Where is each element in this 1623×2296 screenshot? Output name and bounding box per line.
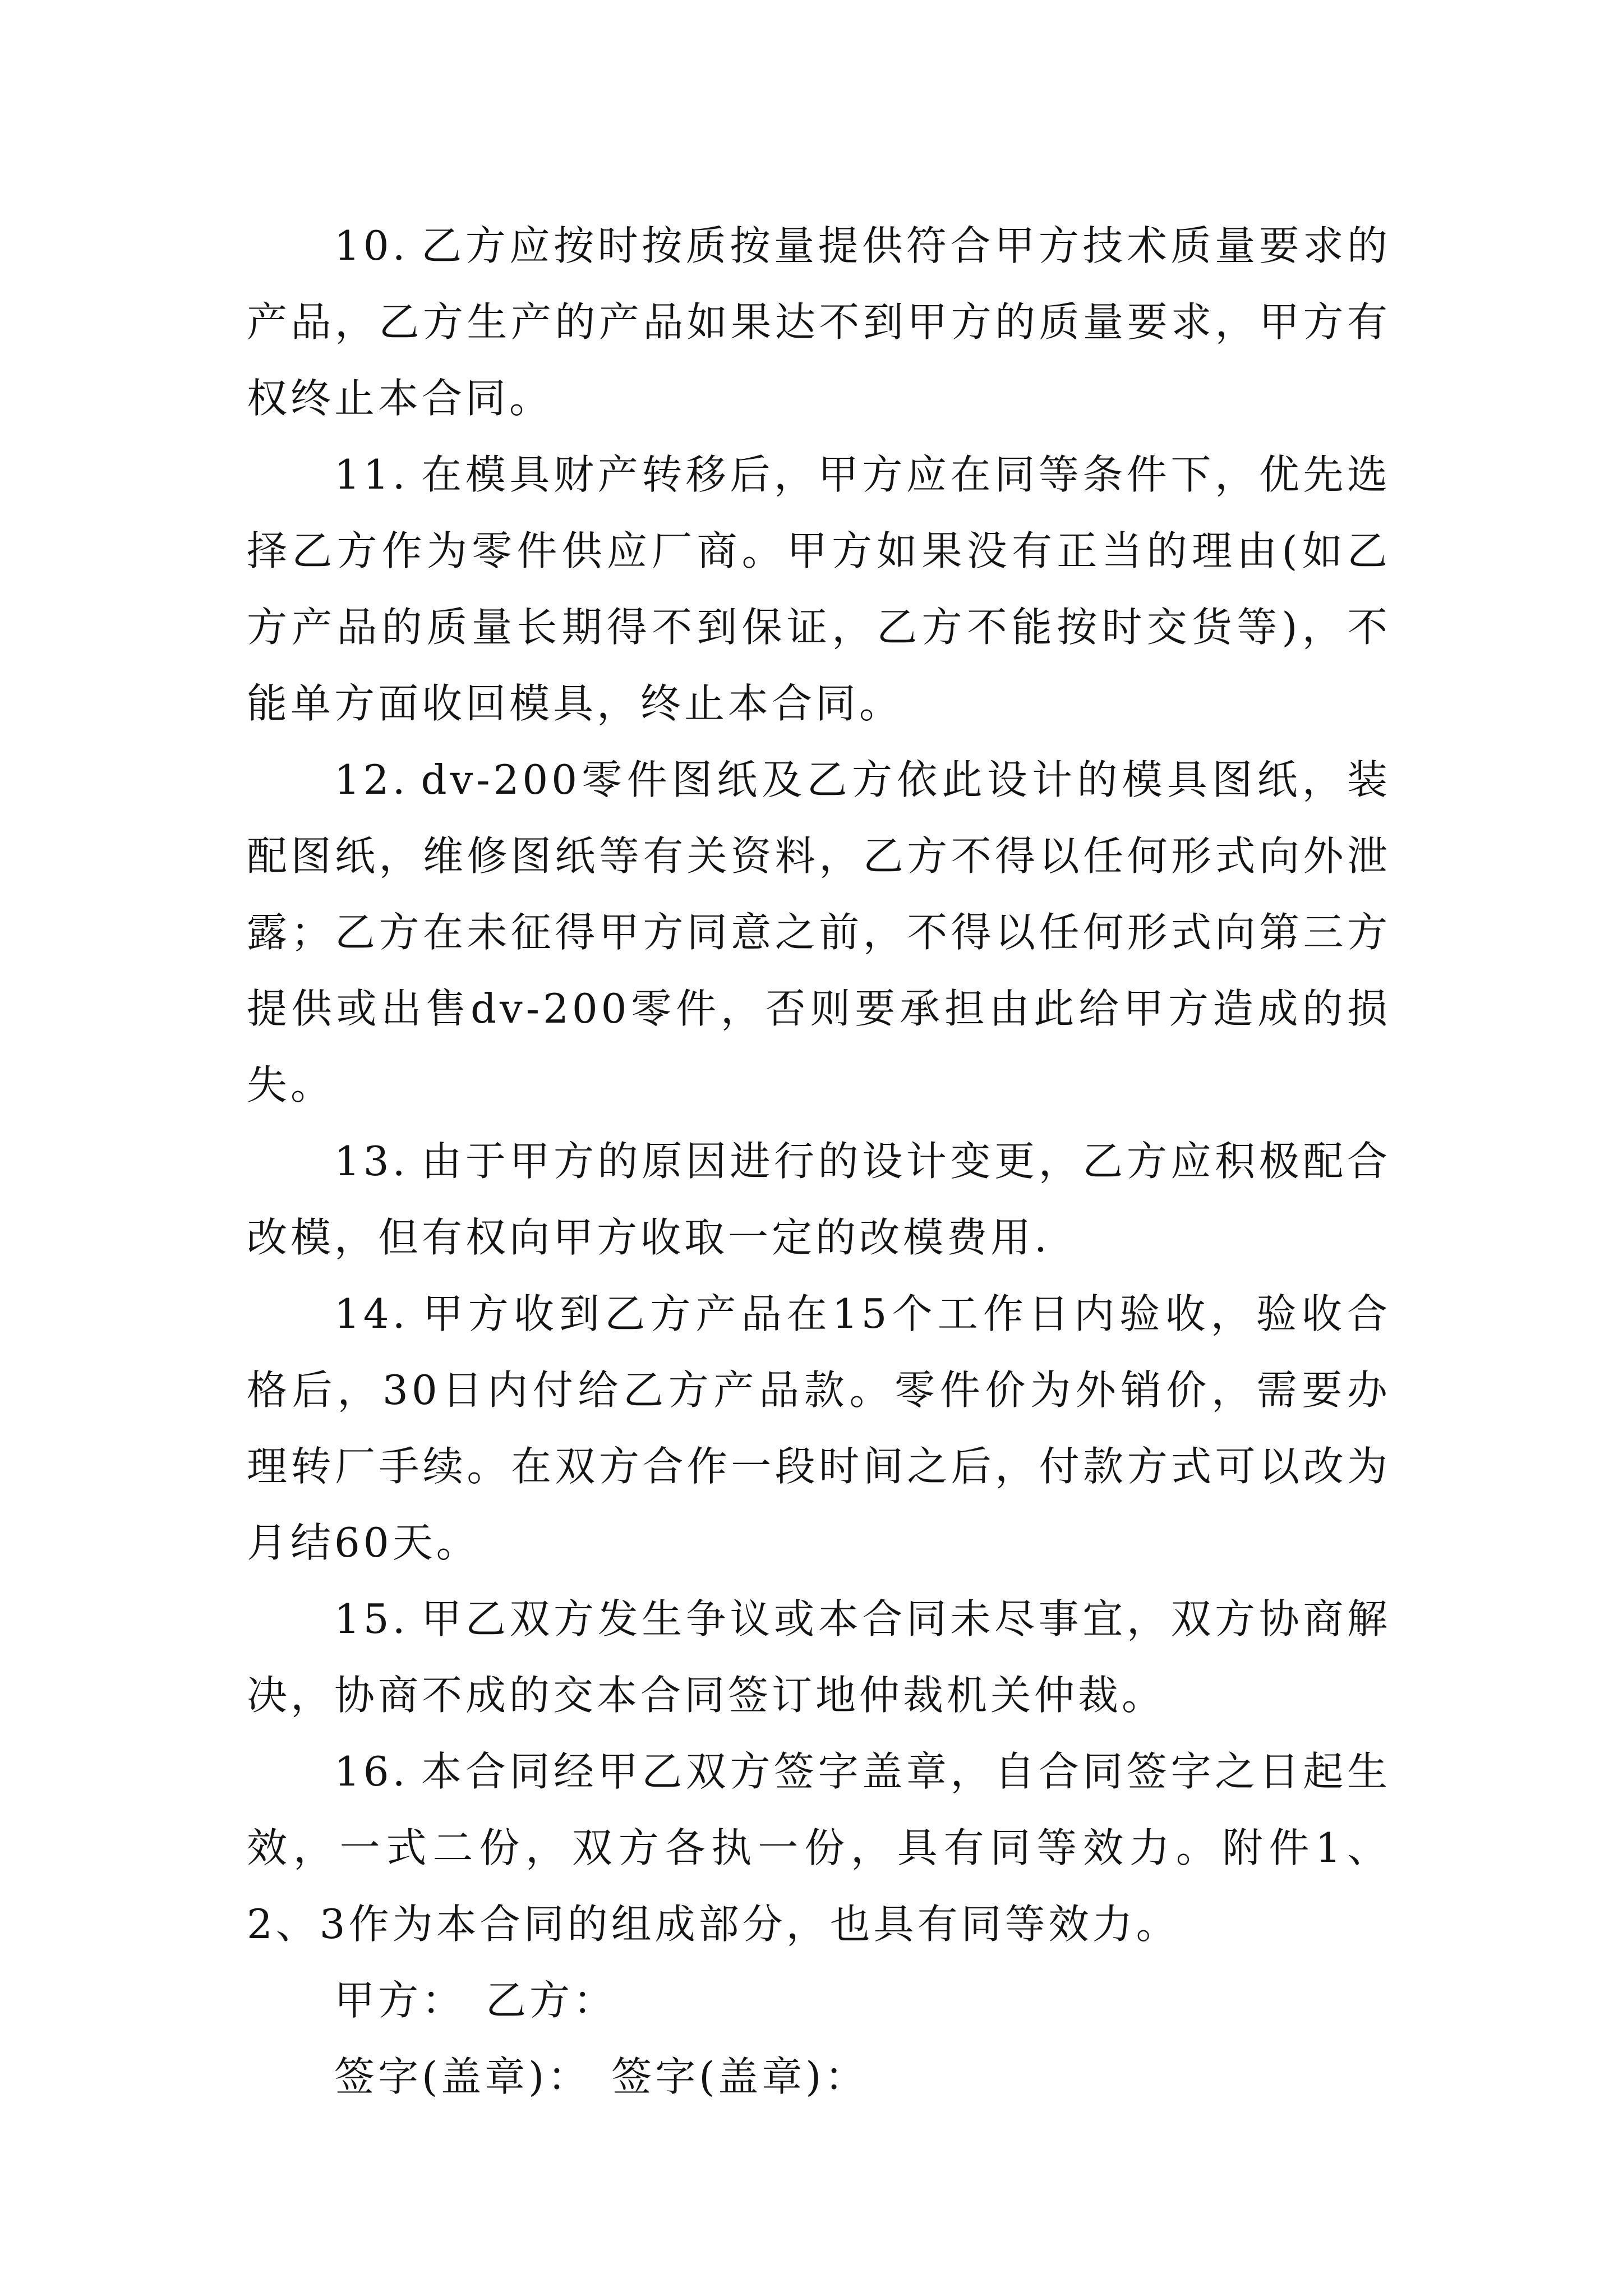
- signature-line: [247, 2039, 1391, 2115]
- clause-number: 12.: [334, 756, 409, 803]
- clause-text: 由于甲方的原因进行的设计变更，乙方应积极配合改模，但有权向甲方收取一定的改模费用.: [247, 1138, 1391, 1261]
- clause-text: 甲乙双方发生争议或本合同未尽事宜，双方协商解决，协商不成的交本合同签订地仲裁机关仲裁。: [247, 1595, 1391, 1719]
- clause-11: [247, 436, 1391, 742]
- contract-body: [247, 208, 1391, 2115]
- clause-text: 本合同经甲乙双方签字盖章，自合同签字之日起生效，一式二份，双方各执一份，具有同等效力。附件1、2、3作为本合同的组成部分，也具有同等效力。: [247, 1748, 1391, 1948]
- clause-text: 在模具财产转移后，甲方应在同等条件下，优先选择乙方作为零件供应厂商。甲方如果没有正当的理由(如乙方产品的质量长期得不到保证，乙方不能按时交货等)，不能单方面收回模具，终止本合同。: [247, 451, 1391, 727]
- clause-number: 15.: [334, 1595, 409, 1642]
- clause-number: 10.: [334, 222, 409, 269]
- clause-number: 13.: [334, 1138, 409, 1185]
- party-b-label: 乙方：: [486, 1977, 617, 2024]
- clause-16: [247, 1733, 1391, 1962]
- clause-10: [247, 208, 1391, 436]
- clause-text: dv-200零件图纸及乙方依此设计的模具图纸，装配图纸，维修图纸等有关资料，乙方不得以任何形式向外泄露；乙方在未征得甲方同意之前，不得以任何形式向第三方提供或出售dv-200零件，否则要承担由此给甲方造成的损失。: [247, 756, 1391, 1108]
- clause-14: [247, 1276, 1391, 1581]
- clause-13: [247, 1123, 1391, 1276]
- party-b-signature-label: 签字(盖章)：: [611, 2053, 869, 2100]
- clause-12: [247, 742, 1391, 1123]
- clause-number: 16.: [334, 1748, 409, 1795]
- clause-text: 乙方应按时按质按量提供符合甲方技术质量要求的产品，乙方生产的产品如果达不到甲方的质量要求，甲方有权终止本合同。: [247, 222, 1391, 422]
- party-a-label: 甲方：: [334, 1977, 466, 2024]
- party-a-signature-label: 签字(盖章)：: [334, 2053, 592, 2100]
- clause-number: 11.: [334, 451, 409, 498]
- clause-number: 14.: [334, 1290, 409, 1337]
- clause-text: 甲方收到乙方产品在15个工作日内验收，验收合格后，30日内付给乙方产品款。零件价为外销价，需要办理转厂手续。在双方合作一段时间之后，付款方式可以改为月结60天。: [247, 1290, 1391, 1566]
- party-labels-line: [247, 1962, 1391, 2039]
- clause-15: [247, 1581, 1391, 1733]
